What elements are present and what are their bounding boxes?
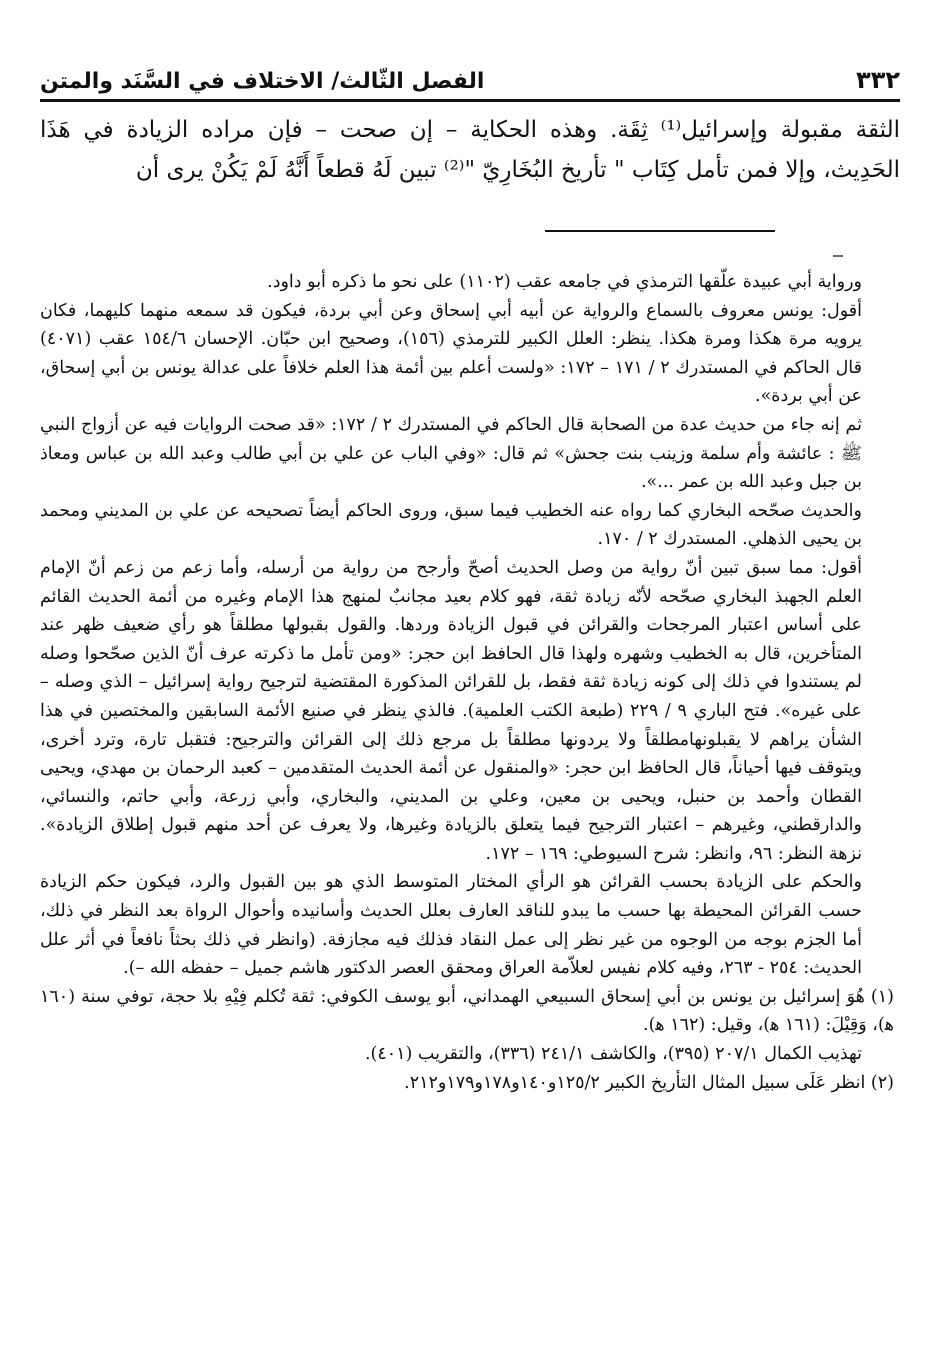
main-paragraph: الثقة مقبولة وإسرائيل⁽¹⁾ ثِقَة. وهذه الحكاية – إن صحت – فإن مراده الزيادة في هَذَا الحَدِيث، وإلا فمن تأمل كِتَاب " تأريخ البُخَارِيّ "⁽²⁾ تبين لَهُ قطعاً أَنَّهُ لَمْ يَكُنْ يرى أن (40, 117, 900, 183)
footnote-separator (545, 230, 775, 232)
chapter-title: الفصل الثّالث/ الاختلاف في السَّنَد والمتن (40, 69, 485, 94)
footnote-paragraph: أقول: يونس معروف بالسماع والرواية عن أبيه أبي إسحاق وعن أبي بردة، فيكون قد سمعه منهما كليهما، فكان يرويه مرة هكذا ومرة هكذا. ينظر: العلل الكبير للترمذي (١٥٦)، وصحيح ابن حبّان. الإحسان ١٥٤/٦ عقب (٤٠٧١) قال الحاكم في المستدرك ٢ / ١٧١ – ١٧٢: «ولست أعلم بين أئمة هذا العلم خلافاً على عدالة يونس بن أبي إسحاق، عن أبي بردة». (40, 300, 862, 407)
footnote-paragraph: ثم إنه جاء من حديث عدة من الصحابة قال الحاكم في المستدرك ٢ / ١٧٢: «قد صحت الروايات فيه عن أزواج النبي ﷺ : عائشة وأم سلمة وزينب بنت جحش» ثم قال: «وفي الباب عن علي بن أبي طالب وعبد الله بن عباس ومعاذ بن جبل وعبد الله بن عمر ...». (40, 414, 862, 493)
continuation-mark (833, 255, 843, 257)
footnotes (40, 268, 902, 1097)
footnote-paragraph: والحكم على الزيادة بحسب القرائن هو الرأي المختار المتوسط الذي هو بين القبول والرد، فيكون حكم الزيادة حسب القرائن المحيطة بها حسب ما يبدو للناقد العارف بعلل الحديث وأسانيده وأحوال الرواة بعد النظر في ذلك، أما الجزم بوجه من الوجوه من غير نظر إلى عمل النقاد فذلك فيه مجازفة. (وانظر في ذلك بحثاً نافعاً في أثر علل الحديث: ٢٥٤ - ٢٦٣، وفيه كلام نفيس لعلاّمة العراق ومحقق العصر الدكتور هاشم جميل – حفظه الله –). (40, 872, 862, 979)
footnote-paragraph: ورواية أبي عبيدة علّقها الترمذي في جامعه عقب (١١٠٢) على نحو ما ذكره أبو داود. (267, 272, 862, 292)
footnote-1: (١) هُوَ إسرائيل بن يونس بن أبي إسحاق السبيعي الهمداني، أبو يوسف الكوفي: ثقة تُكلم فِيْهِ بلا حجة، توفي سنة (١٦٠ ﻫ)، وَقِيْلَ: (١٦١ ﻫ)، وقيل: (١٦٢ ﻫ). (40, 986, 894, 1036)
footnote-2: (٢) انظر عَلَى سبيل المثال التأريخ الكبير ١٢٥/٢و١٤٠و١٧٨و١٧٩و٢١٢. (404, 1072, 894, 1093)
footnote-paragraph: أقول: مما سبق تبين أنّ رواية من وصل الحديث أصحّ وأرجح من رواية من أرسله، وأما زعم من زعم أنّ الإمام العلم الجهبذ البخاري صحّحه لأنّه زيادة ثقة، فهو كلام بعيد مجانبٌ لمنهج هذا الإمام وغيره من أئمة الحديث القائم على أساس اعتبار المرجحات والقرائن في قبول الزيادة وردها. والقول بقبولها مطلقاً هو رأي ضعيف ظهر عند المتأخرين، قال به الخطيب وشهره ولهذا قال الحافظ ابن حجر: «ومن تأمل ما ذكرته عرف أنّ الذين صحّحوا وصله لم يستندوا في ذلك إلى كونه زيادة ثقة فقط، بل للقرائن المذكورة المقتضية لترجيح رواية إسرائيل – الذي وصله – على غيره». فتح الباري ٩ / ٢٢٩ (طبعة الكتب العلمية). فالذي ينظر في صنيع الأئمة السابقين والمختصين في هذا الشأن يراهم لا يقبلونهامطلقاً ولا يردونها مطلقاً بل مرجع ذلك إلى القرائن والترجيح: فتقبل تارة، وترد أخرى، ويتوقف فيها أحياناً، قال الحافظ ابن حجر: «والمنقول عن أئمة الحديث المتقدمين – كعبد الرحمان بن مهدي، ويحيى القطان وأحمد بن حنبل، ويحيى بن معين، وعلي بن المديني، والبخاري، وأبي زرعة، وأبي حاتم، والنسائي، والدارقطني، وغيرهم – اعتبار الترجيح فيما يتعلق بالزيادة وغيرها، ولا يعرف عن أحد منهم قبول إطلاق الزيادة». نزهة النظر: ٩٦، وانظر: شرح السيوطي: ١٦٩ – ١٧٢. (40, 557, 862, 864)
header-rule (40, 99, 900, 102)
page-header (40, 60, 900, 94)
page-number: ٣٣٢ (856, 66, 900, 94)
footnote-1-references: تهذيب الكمال ٢٠٧/١ (٣٩٥)، والكاشف ٢٤١/١ (٣٣٦)، والتقريب (٤٠١). (364, 1044, 862, 1065)
footnote-paragraph: والحديث صحّحه البخاري كما رواه عنه الخطيب فيما سبق، وروى الحاكم أيضاً تصحيحه عن علي بن المديني ومحمد بن يحيى الذهلي. المستدرك ٢ / ١٧٠. (40, 500, 862, 550)
main-text (40, 110, 900, 190)
